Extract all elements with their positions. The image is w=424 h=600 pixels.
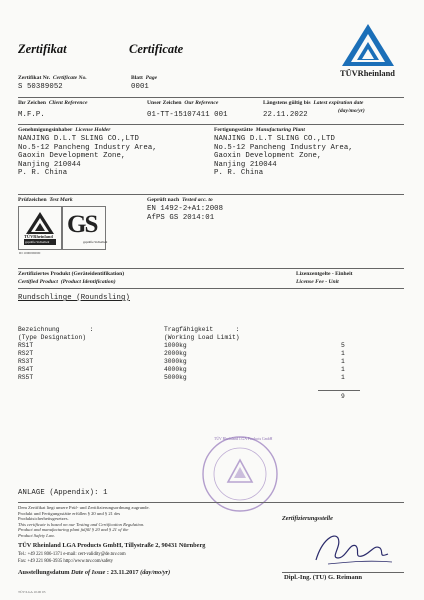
signature-icon xyxy=(308,524,398,570)
page-label: Blatt Page xyxy=(131,75,158,81)
note-line: Produktsicherheitsgesetzes. xyxy=(18,516,69,522)
fee-cell: 5 xyxy=(341,342,345,349)
license-label-en: License Fee - Unit xyxy=(296,279,339,285)
holder-label: Genehmigungsinhaber License Holder xyxy=(18,127,111,133)
test-mark-label: Prüfzeichen Test Mark xyxy=(18,197,73,203)
fee-cell: 1 xyxy=(341,366,345,373)
note-line: This certificate is based on our Testing and Certification Regulation. xyxy=(18,521,145,527)
tested-label: Geprüft nach Tested acc. to xyxy=(147,197,213,203)
signatory-name: Dipl.-Ing. (TU) G. Reimann xyxy=(284,574,363,581)
title-en: Certificate xyxy=(129,42,184,56)
wll-cell: 5000kg xyxy=(164,374,187,381)
product-name: Rundschlinge (Roundsling) xyxy=(18,294,130,302)
standard-item: AfPS GS 2014:01 xyxy=(147,213,215,222)
wll-cell: 3000kg xyxy=(164,358,187,365)
title-de: Zertifikat xyxy=(18,42,67,56)
signature xyxy=(308,524,398,570)
holder-address xyxy=(18,135,157,178)
holder-line: NANJING D.L.T SLING CO.,LTD xyxy=(18,135,139,143)
tuv-mark-sub: geprüfte Sicherheit xyxy=(25,240,50,244)
wll-cell: 4000kg xyxy=(164,366,187,373)
note-line: Product Safety Law. xyxy=(18,532,55,538)
license-label-de: Lizenzentgelte - Einheit xyxy=(296,271,353,277)
gs-sub: geprüfte Sicherheit xyxy=(83,240,108,244)
divider xyxy=(18,288,404,289)
col-wll-header: Tragfähigkeit : xyxy=(164,326,240,333)
note-line: Produkt und Fertigungsstätte erfüllen § 20 und § 21 des xyxy=(18,510,121,516)
contact-phone: Tel.: +49 221 806-1371 e-mail: cert-validity@de.tuv.com xyxy=(18,552,126,557)
valid-value: 22.11.2022 xyxy=(263,111,308,119)
divider xyxy=(18,124,404,125)
divider xyxy=(18,268,404,269)
type-cell: RS4T xyxy=(18,366,34,373)
type-cell: RS5T xyxy=(18,374,34,381)
our-ref-value: 01-TT-15107411 001 xyxy=(147,111,228,119)
holder-line: No.5-12 Pancheng Industry Area, xyxy=(18,143,157,152)
issue-date: Ausstellungsdatum Date of Issue : 23.11.2017 (day/mo/yr) xyxy=(18,569,171,576)
valid-label: Längstens gültig bis Latest expiration date xyxy=(263,100,364,106)
plant-line: No.5-12 Pancheng Industry Area, xyxy=(214,143,353,152)
tuv-rheinland-logo xyxy=(336,20,400,82)
holder-line: Nanjing 210044 xyxy=(18,160,81,169)
valid-label-format: (day/mo/yr) xyxy=(338,108,365,114)
legal-notes xyxy=(18,505,150,539)
product-label-en: Certified Product (Product Identification) xyxy=(18,279,116,285)
standard-item: EN 1492-2+A1:2008 xyxy=(147,205,224,213)
col-type-header-en: (Type Designation) xyxy=(18,334,87,341)
holder-line: Gaoxin Development Zone, xyxy=(18,152,126,161)
gs-mark xyxy=(62,206,106,250)
tuv-mark-text: TÜVRheinland xyxy=(24,234,53,239)
divider xyxy=(18,194,404,195)
wll-cell: 2000kg xyxy=(164,350,187,357)
gs-icon: GS xyxy=(67,211,97,238)
plant-line: NANJING D.L.T SLING CO.,LTD xyxy=(214,135,335,143)
logo-text: TÜVRheinland xyxy=(340,69,395,78)
annex: ANLAGE (Appendix): 1 xyxy=(18,489,108,497)
type-cell: RS1T xyxy=(18,342,34,349)
holder-line: P. R. China xyxy=(18,169,68,178)
type-cell: RS3T xyxy=(18,358,34,365)
wll-cell: 1000kg xyxy=(164,342,187,349)
our-ref-label: Unser Zeichen Our Reference xyxy=(147,100,219,106)
note-line: Dem Zertifikat liegt unsere Prüf- und Zertifizierungsordnung zugrunde. xyxy=(18,505,150,510)
page-value: 0001 xyxy=(131,83,149,91)
cert-body-label: Zertifizierungsstelle xyxy=(282,515,333,522)
plant-label: Fertigungsstätte Manufacturing Plant xyxy=(214,127,305,133)
cert-no-value: S 50389052 xyxy=(18,83,63,91)
client-ref-label: Ihr Zeichen Client Reference xyxy=(18,100,88,106)
fee-cell: 1 xyxy=(341,374,345,381)
type-cell: RS2T xyxy=(18,350,34,357)
contact-fax: Fax: +49 221 806-3935 http://www.tuv.com/safety xyxy=(18,559,113,564)
tuv-test-mark xyxy=(18,206,62,250)
fee-cell: 1 xyxy=(341,358,345,365)
product-label-de: Zertifiziertes Produkt (Geräteidentifikation) xyxy=(18,271,125,277)
company-address: TÜV Rheinland LGA Products GmbH, Tillystraße 2, 90431 Nürnberg xyxy=(18,542,206,549)
plant-address xyxy=(214,135,353,178)
plant-line: Nanjing 210044 xyxy=(214,160,277,169)
plant-line: P. R. China xyxy=(214,169,264,178)
col-type-header: Bezeichnung : xyxy=(18,326,94,333)
form-number: TÜV/LGA 10.00 03 xyxy=(18,590,46,594)
cert-no-label: Zertifikat Nr. Certificate No. xyxy=(18,75,87,81)
note-line: Product and manufacturing plant fulfill § 20 and § 21 of the xyxy=(18,527,129,533)
signature-line xyxy=(282,572,404,573)
plant-line: Gaoxin Development Zone, xyxy=(214,152,322,161)
col-wll-header-en: (Working Load Limit) xyxy=(164,334,240,341)
fee-cell: 1 xyxy=(341,350,345,357)
client-ref-value: M.F.P. xyxy=(18,111,45,119)
stamp-text: TÜV Rheinland LGA Products GmbH xyxy=(214,437,273,441)
total-fee: 9 xyxy=(341,393,345,400)
mark-id: ID 1000000000 xyxy=(19,251,41,255)
standards-list xyxy=(147,205,223,222)
total-rule xyxy=(318,390,360,391)
divider xyxy=(18,502,404,503)
divider xyxy=(18,97,404,98)
